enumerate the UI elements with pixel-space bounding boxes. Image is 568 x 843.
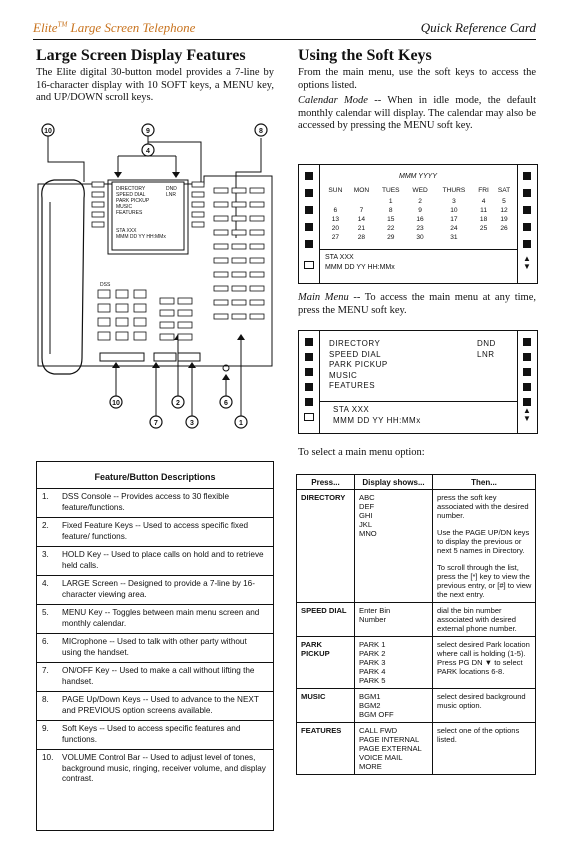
description-number: 6. xyxy=(42,637,49,646)
table-header: Press... xyxy=(297,475,355,490)
main-menu-sta: STA XXX xyxy=(333,405,370,414)
calendar-date-cell: 9 xyxy=(418,207,422,214)
menu-key-icon xyxy=(304,413,314,421)
calendar-date-cell: 4 xyxy=(481,198,486,205)
display-shows-line: Number xyxy=(359,615,387,624)
calendar-date-cell: 1 xyxy=(388,198,393,205)
description-item xyxy=(37,692,273,721)
calendar-date-cell xyxy=(474,233,493,242)
description-text: Fixed Feature Keys -- Used to access specific fixed feature/ functions. xyxy=(62,521,249,541)
display-shows-line: MNO xyxy=(359,529,377,538)
callout-number: 7 xyxy=(154,420,158,427)
then-cell xyxy=(433,603,536,637)
table-row xyxy=(297,490,536,603)
press-cell: DIRECTORY xyxy=(297,490,355,603)
description-text: MICrophone -- Used to talk with other party without using the handset. xyxy=(62,637,247,657)
menu-options-table xyxy=(296,474,536,775)
calendar-date-cell: 12 xyxy=(500,207,508,214)
main-menu-display xyxy=(298,330,538,434)
main-menu-item: PARK PICKUP xyxy=(329,360,388,369)
then-text: To scroll through the list, press the [*] key to view the previous entry, or [#] to view the next entry. xyxy=(437,563,532,599)
then-cell xyxy=(433,490,536,603)
description-item xyxy=(37,663,273,692)
left-intro: The Elite digital 30-button model provides a 7-line by 16-character display with 10 SOFT keys, a MENU key, and UP/DOWN scroll keys. xyxy=(36,67,274,103)
display-shows-line: BGM2 xyxy=(359,701,381,710)
display-shows-cell xyxy=(355,637,433,689)
calendar-date-cell: 29 xyxy=(387,234,395,241)
calendar-date-cell: 26 xyxy=(500,225,508,232)
calendar-mode-paragraph: Calendar Mode -- When in idle mode, the default monthly calendar will display. The calendar may also be accessed by pressing the MENU soft key. xyxy=(298,95,537,131)
calendar-day-name: THURS xyxy=(442,187,466,194)
display-shows-line: Enter Bin xyxy=(359,606,391,615)
calendar-date-cell: 19 xyxy=(500,216,508,223)
calendar-date-cell: 5 xyxy=(502,198,506,205)
display-shows-cell xyxy=(355,490,433,603)
description-text: VOLUME Control Bar -- Used to adjust level of tones, background music, ringing, receiver volume, and display contrast. xyxy=(62,753,266,783)
calendar-day-name: FRI xyxy=(478,187,489,194)
feature-descriptions-list xyxy=(37,489,273,789)
main-menu-right-items: DND LNR xyxy=(477,339,496,359)
calendar-day-name: MON xyxy=(353,187,370,194)
calendar-month-header: MMM YYYY xyxy=(399,173,437,180)
main-menu-item: SPEED DIAL xyxy=(329,349,382,359)
calendar-date-cell: 31 xyxy=(450,234,458,241)
then-text: select one of the options listed. xyxy=(437,726,520,744)
main-menu-item: DIRECTORY xyxy=(329,339,381,348)
phone-screen-line: PARK PICKUP xyxy=(116,198,150,204)
table-row xyxy=(297,603,536,637)
page-up-down-icon: ▲ ▼ xyxy=(523,406,531,423)
calendar-date-cell: 27 xyxy=(331,234,340,241)
then-text: press the soft key associated with the desired number. xyxy=(437,493,529,520)
display-shows-line: PAGE INTERNAL xyxy=(359,735,420,744)
display-shows-line: MORE xyxy=(359,762,382,771)
calendar-week-row xyxy=(323,197,515,206)
callout-number: 10 xyxy=(44,128,52,135)
phone-screen-line: MUSIC xyxy=(116,204,133,210)
description-text: LARGE Screen -- Designed to provide a 7-line by 16- character viewing area. xyxy=(62,579,255,599)
then-text: select desired background music option. xyxy=(437,692,526,710)
callout-number: 4 xyxy=(146,148,150,155)
display-shows-line: BGM1 xyxy=(359,692,381,701)
display-shows-line: GHI xyxy=(359,511,373,520)
description-number: 7. xyxy=(42,666,49,675)
description-item xyxy=(37,547,273,576)
calendar-date-cell: 24 xyxy=(450,225,458,232)
then-text: Use the PAGE UP/DN keys to display the previous or next 5 names in Directory. xyxy=(437,528,530,555)
calendar-grid xyxy=(323,187,515,242)
table-header: Display shows... xyxy=(355,475,433,490)
phone-screen-line: STA XXX xyxy=(116,228,137,234)
calendar-date-cell: 14 xyxy=(357,216,366,223)
display-shows-line: DEF xyxy=(359,502,375,511)
phone-screen-line: DIRECTORY xyxy=(116,186,146,192)
description-text: DSS Console -- Provides access to 30 flexible feature/functions. xyxy=(62,492,230,512)
callout-number: 8 xyxy=(259,128,263,135)
calendar-date-cell: 15 xyxy=(387,216,395,223)
calendar-date-cell: 7 xyxy=(359,207,364,214)
main-menu-items xyxy=(329,339,388,392)
phone-screen-line: SPEED DIAL xyxy=(116,192,146,198)
description-item xyxy=(37,721,273,750)
then-cell xyxy=(433,637,536,689)
then-text: dial the bin number associated with desired external phone number. xyxy=(437,606,517,633)
calendar-date-cell: 17 xyxy=(450,216,458,223)
description-number: 2. xyxy=(42,521,49,530)
press-cell: FEATURES xyxy=(297,723,355,775)
description-number: 5. xyxy=(42,608,49,617)
press-cell: SPEED DIAL xyxy=(297,603,355,637)
calendar-date-cell: 2 xyxy=(418,198,422,205)
press-cell: MUSIC xyxy=(297,689,355,723)
callout-number: 10 xyxy=(112,400,120,407)
main-menu-item: FEATURES xyxy=(329,381,376,390)
description-number: 10. xyxy=(42,753,54,762)
calendar-week-row xyxy=(323,224,515,233)
calendar-display xyxy=(298,164,538,284)
display-shows-line: JKL xyxy=(359,520,373,529)
header-rule xyxy=(33,39,536,40)
display-shows-line: PARK 5 xyxy=(359,676,386,685)
display-shows-line: PARK 1 xyxy=(359,640,386,649)
description-text: ON/OFF Key -- Used to make a call without lifting the handset. xyxy=(62,666,255,686)
main-menu-item: MUSIC xyxy=(329,370,358,380)
left-heading: Large Screen Display Features xyxy=(36,47,246,64)
callout-number: 2 xyxy=(176,400,180,407)
header-card-title: Quick Reference Card xyxy=(420,20,536,35)
calendar-date-cell: 28 xyxy=(357,234,366,241)
feature-descriptions-title: Feature/Button Descriptions xyxy=(37,466,273,489)
then-cell xyxy=(433,689,536,723)
display-shows-cell xyxy=(355,689,433,723)
callout-number: 1 xyxy=(239,420,243,427)
display-shows-line: PARK 4 xyxy=(359,667,386,676)
calendar-date-cell: 30 xyxy=(416,234,424,241)
menu-key-icon xyxy=(304,261,314,269)
then-text: select desired Park location where call is holding (1-5). Press PG DN ▼ to select PARK locations 6-8. xyxy=(437,640,530,676)
display-shows-cell xyxy=(355,603,433,637)
calendar-date-cell: 13 xyxy=(331,216,340,223)
description-number: 9. xyxy=(42,724,49,733)
description-text: HOLD Key -- Used to place calls on hold and to retrieve held calls. xyxy=(62,550,264,570)
calendar-sta: STA XXX xyxy=(325,254,354,261)
display-shows-line: VOICE MAIL xyxy=(359,753,403,762)
description-item xyxy=(37,489,273,518)
display-shows-cell xyxy=(355,723,433,775)
description-item xyxy=(37,605,273,634)
description-item xyxy=(37,518,273,547)
phone-screen-line: MMM DD YY HH:MMx xyxy=(116,234,166,240)
press-cell: PARK PICKUP xyxy=(297,637,355,689)
description-item xyxy=(37,750,273,789)
table-row xyxy=(297,723,536,775)
right-intro: From the main menu, use the soft keys to access the options listed. xyxy=(298,67,536,91)
description-number: 1. xyxy=(42,492,49,501)
description-text: PAGE Up/Down Keys -- Used to advance to the NEXT and PREVIOUS option screens available. xyxy=(62,695,259,715)
calendar-day-name: TUES xyxy=(381,187,400,194)
description-text: MENU Key -- Toggles between main menu screen and monthly calendar. xyxy=(62,608,260,628)
calendar-date-cell: 23 xyxy=(416,225,424,232)
description-number: 4. xyxy=(42,579,49,588)
calendar-date-cell: 10 xyxy=(450,207,458,214)
calendar-date: MMM DD YY HH:MMx xyxy=(325,264,395,271)
header-brand: Elite™ Large Screen Telephone xyxy=(33,20,196,35)
phone-screen-right: DND xyxy=(166,186,177,192)
calendar-date-cell: 3 xyxy=(452,198,456,205)
calendar-week-row xyxy=(323,206,515,215)
calendar-day-name: SAT xyxy=(497,187,511,194)
calendar-week-row xyxy=(323,215,515,224)
display-shows-line: CALL FWD xyxy=(359,726,398,735)
calendar-date-cell: 22 xyxy=(387,225,395,232)
calendar-day-row xyxy=(323,187,515,197)
calendar-date-cell: 25 xyxy=(479,225,488,232)
description-number: 8. xyxy=(42,695,49,704)
display-shows-line: PAGE EXTERNAL xyxy=(359,744,422,753)
table-row xyxy=(297,689,536,723)
then-cell xyxy=(433,723,536,775)
description-item xyxy=(37,576,273,605)
phone-dss-label: DSS xyxy=(100,282,111,288)
display-shows-line: ABC xyxy=(359,493,375,502)
table-row xyxy=(297,637,536,689)
calendar-date-cell: 16 xyxy=(416,216,424,223)
calendar-date-cell: 6 xyxy=(333,207,338,214)
feature-descriptions-box xyxy=(36,461,274,831)
description-text: Soft Keys -- Used to access specific features and functions. xyxy=(62,724,241,744)
calendar-date-cell xyxy=(323,197,348,206)
callout-number: 9 xyxy=(146,128,150,135)
calendar-day-name: WED xyxy=(412,187,428,194)
phone-screen-line: FEATURES xyxy=(116,210,143,216)
phone-illustration xyxy=(36,118,274,438)
calendar-date-cell: 21 xyxy=(357,225,366,232)
phone-screen-right: LNR xyxy=(166,192,177,198)
display-shows-line: BGM OFF xyxy=(359,710,394,719)
main-menu-paragraph: Main Menu -- To access the main menu at any time, press the MENU soft key. xyxy=(298,292,536,316)
calendar-date-cell: 11 xyxy=(480,207,488,214)
calendar-date-cell: 8 xyxy=(388,207,393,214)
calendar-day-name: SUN xyxy=(328,187,343,194)
main-menu-date: MMM DD YY HH:MMx xyxy=(333,416,421,425)
display-shows-line: PARK 3 xyxy=(359,658,386,667)
calendar-date-cell xyxy=(348,197,375,206)
select-prompt: To select a main menu option: xyxy=(298,447,425,458)
callout-number: 3 xyxy=(190,420,194,427)
right-heading: Using the Soft Keys xyxy=(298,47,432,64)
calendar-date-cell: 18 xyxy=(479,216,488,223)
calendar-date-cell: 20 xyxy=(331,225,340,232)
display-shows-line: PARK 2 xyxy=(359,649,386,658)
callout-number: 6 xyxy=(224,400,228,407)
calendar-date-cell xyxy=(493,233,515,242)
table-header: Then... xyxy=(433,475,536,490)
page-up-down-icon: ▲ ▼ xyxy=(523,254,531,271)
description-item xyxy=(37,634,273,663)
description-number: 3. xyxy=(42,550,49,559)
calendar-week-row xyxy=(323,233,515,242)
